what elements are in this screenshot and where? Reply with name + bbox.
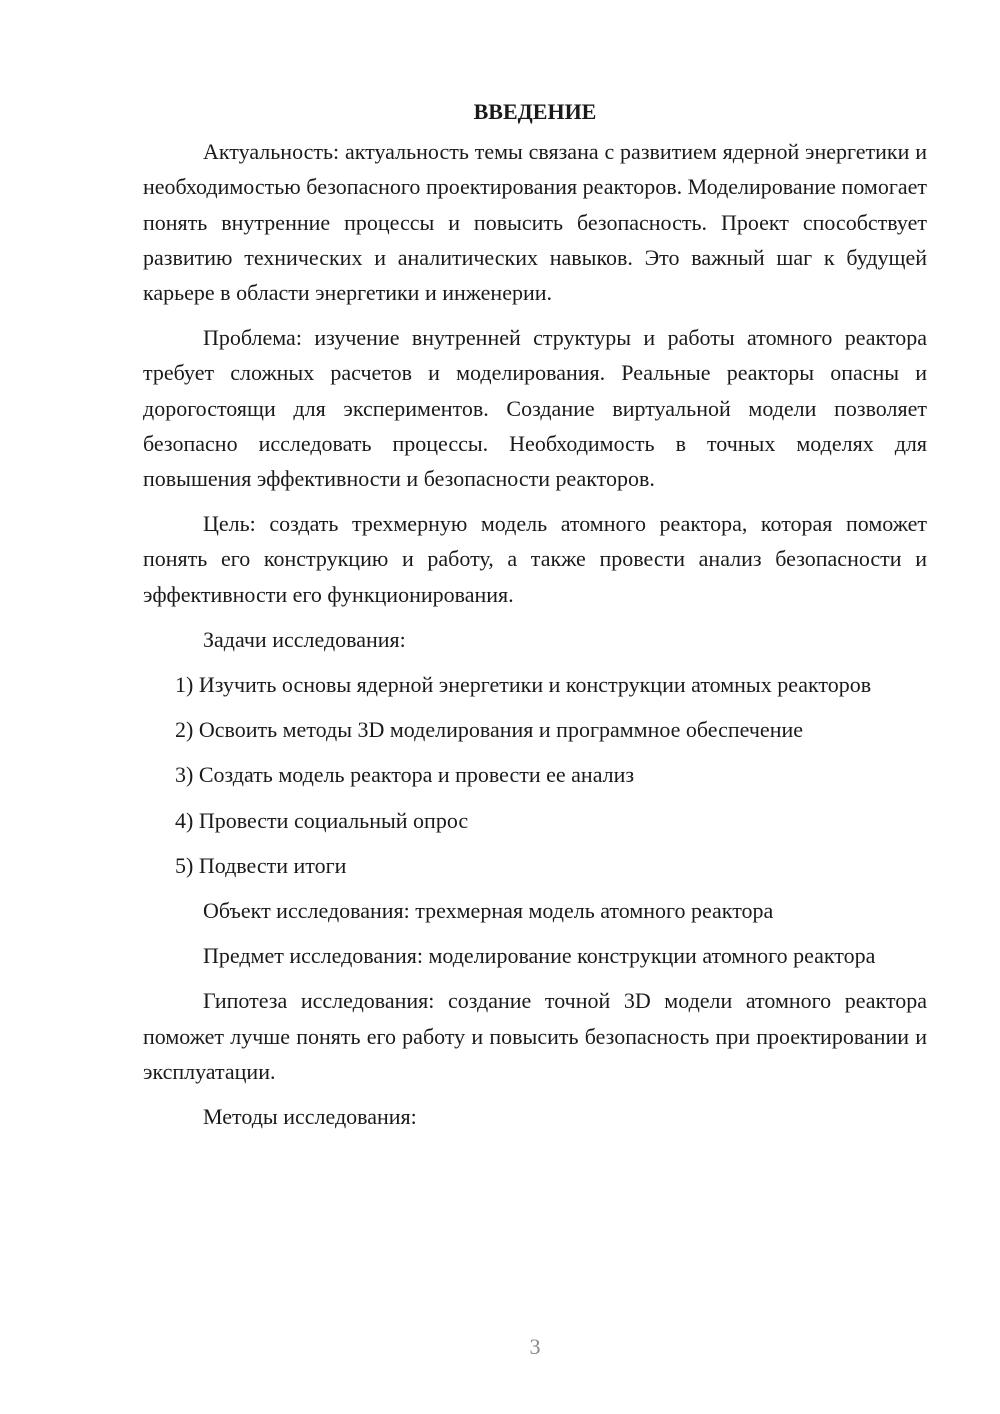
paragraph-problem: Проблема: изучение внутренней структуры и работы атомного реактора требует сложных расчетов и моделирования. Реальные реакторы опасны и дорогостоящи для экспериментов. Создание виртуальной модели позволяет безопасно исследовать процессы. Необходимость в точных моделях для повышения эффективности и безопасности реакторов. — [143, 325, 927, 492]
task-item-1: 1) Изучить основы ядерной энергетики и конструкции атомных реакторов — [175, 672, 872, 698]
page-number: 3 — [529, 1334, 541, 1359]
section-title: ВВЕДЕНИЕ — [473, 99, 597, 124]
paragraph-methods: Методы исследования: — [203, 1104, 417, 1130]
task-item-3: 3) Создать модель реактора и провести ее анализ — [175, 762, 635, 788]
paragraph-goal: Цель: создать трехмерную модель атомного реактора, которая поможет понять его конструкцию и работу, а также провести анализ безопасности и эффективности его функционирования. — [143, 511, 927, 607]
paragraph-hypothesis: Гипотеза исследования: создание точной 3D модели атомного реактора поможет лучше понять его работу и повысить безопасность при проектировании и эксплуатации. — [143, 988, 927, 1084]
task-item-5: 5) Подвести итоги — [175, 852, 347, 878]
paragraph-object: Объект исследования: трехмерная модель атомного реактора — [203, 898, 774, 924]
paragraph-relevance: Актуальность: актуальность темы связана с развитием ядерной энергетики и необходимостью безопасного проектирования реакторов. Моделирование помогает понять внутренние процессы и повысить безопасность. Проект способствует развитию технических и аналитических навыков. Это важный шаг к будущей карьере в области энергетики и инженерии. — [143, 139, 927, 306]
task-item-2: 2) Освоить методы 3D моделирования и программное обеспечение — [175, 717, 803, 743]
paragraph-subject: Предмет исследования: моделирование конструкции атомного реактора — [203, 943, 876, 969]
tasks-heading: Задачи исследования: — [203, 626, 406, 652]
task-item-4: 4) Провести социальный опрос — [175, 807, 469, 833]
page-body — [143, 94, 927, 1144]
